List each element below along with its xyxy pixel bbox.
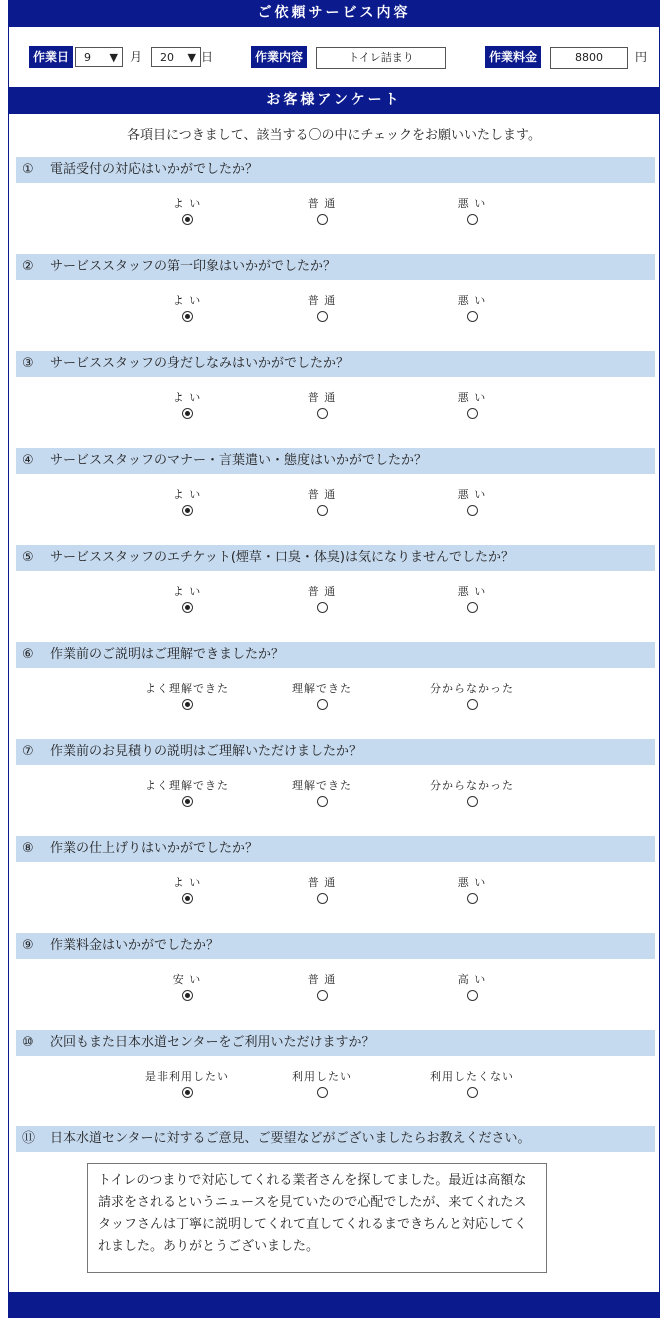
radio-checked-icon[interactable] (182, 214, 193, 225)
question-8 (16, 836, 655, 862)
answer-label: 分からなかった (430, 779, 514, 792)
radio-checked-icon[interactable] (182, 699, 193, 710)
month-unit: 月 (130, 50, 143, 64)
answer-option[interactable] (127, 391, 247, 419)
question-number: ③ (22, 356, 34, 371)
radio-unchecked-icon[interactable] (317, 505, 328, 516)
radio-unchecked-icon[interactable] (467, 214, 478, 225)
radio-checked-icon[interactable] (182, 602, 193, 613)
question-2 (16, 254, 655, 280)
answer-label: 安 い (172, 973, 202, 986)
answer-option[interactable] (412, 391, 532, 419)
question-11 (16, 1126, 655, 1152)
radio-checked-icon[interactable] (182, 893, 193, 904)
answer-option[interactable] (127, 682, 247, 710)
answer-option[interactable] (412, 973, 532, 1001)
answer-label: よ い (172, 488, 202, 501)
question-3 (16, 351, 655, 377)
question-1 (16, 157, 655, 183)
answer-option[interactable] (127, 585, 247, 613)
answer-option[interactable] (262, 197, 382, 225)
answer-option[interactable] (412, 779, 532, 807)
question-text: 日本水道センターに対するご意見、ご要望などがございましたらお教えください。 (50, 1131, 531, 1146)
chevron-down-icon: ▼ (187, 51, 196, 64)
question-number: ⑪ (22, 1131, 36, 1146)
work-content-field[interactable]: トイレ詰まり (316, 47, 446, 69)
radio-checked-icon[interactable] (182, 311, 193, 322)
question-number: ④ (22, 453, 34, 468)
radio-unchecked-icon[interactable] (317, 214, 328, 225)
survey-header: お客様アンケート (8, 87, 660, 114)
chevron-down-icon: ▼ (109, 51, 118, 64)
answer-option[interactable] (127, 1070, 247, 1098)
answer-label: 分からなかった (430, 682, 514, 695)
answer-option[interactable] (127, 779, 247, 807)
answer-option[interactable] (412, 1070, 532, 1098)
answer-option[interactable] (262, 585, 382, 613)
answer-label: 悪 い (457, 391, 487, 404)
radio-unchecked-icon[interactable] (317, 893, 328, 904)
answer-option[interactable] (262, 391, 382, 419)
question-text: サービススタッフのマナー・言葉遣い・態度はいかがでしたか？ (50, 453, 428, 468)
answer-label: よ い (172, 585, 202, 598)
answer-label: よ い (172, 391, 202, 404)
answer-label: よ い (172, 876, 202, 889)
answer-label: 悪 い (457, 488, 487, 501)
answer-label: 普 通 (307, 973, 337, 986)
answer-option[interactable] (127, 973, 247, 1001)
radio-unchecked-icon[interactable] (317, 990, 328, 1001)
work-label: 作業内容 (251, 46, 307, 68)
radio-unchecked-icon[interactable] (467, 408, 478, 419)
survey-intro: 各項目につきまして、該当する〇の中にチェックをお願いいたします。 (126, 128, 542, 143)
radio-unchecked-icon[interactable] (467, 602, 478, 613)
answer-option[interactable] (262, 779, 382, 807)
answer-option[interactable] (262, 682, 382, 710)
question-text: サービススタッフのエチケット(煙草・口臭・体臭)は気になりませんでしたか？ (50, 550, 514, 565)
radio-unchecked-icon[interactable] (317, 311, 328, 322)
answer-label: 利用したい (292, 1070, 352, 1083)
radio-unchecked-icon[interactable] (467, 1087, 478, 1098)
answer-option[interactable] (262, 488, 382, 516)
radio-unchecked-icon[interactable] (317, 408, 328, 419)
radio-checked-icon[interactable] (182, 408, 193, 419)
answer-option[interactable] (127, 488, 247, 516)
radio-checked-icon[interactable] (182, 1087, 193, 1098)
comment-textarea[interactable]: トイレのつまりで対応してくれる業者さんを探してました。最近は高額な請求をされるというニュースを見ていたので心配でしたが、来てくれたスタッフさんは丁寧に説明してくれて直してくれるまできちんと対応してくれました。ありがとうございました。 (87, 1163, 547, 1273)
question-text: 電話受付の対応はいかがでしたか？ (50, 162, 259, 177)
answer-label: 悪 い (457, 585, 487, 598)
fee-unit: 円 (635, 50, 648, 64)
fee-label: 作業料金 (485, 46, 541, 68)
answer-label: 高 い (457, 973, 487, 986)
question-text: 作業前のご説明はご理解できましたか？ (50, 647, 285, 662)
answer-label: よ い (172, 294, 202, 307)
question-text: 次回もまた日本水道センターをご利用いただけますか？ (50, 1035, 375, 1050)
answer-option[interactable] (262, 294, 382, 322)
answer-option[interactable] (412, 876, 532, 904)
answer-label: 悪 い (457, 876, 487, 889)
question-text: 作業の仕上げりはいかがでしたか？ (50, 841, 259, 856)
answer-label: 普 通 (307, 197, 337, 210)
radio-unchecked-icon[interactable] (317, 1087, 328, 1098)
question-number: ⑦ (22, 744, 34, 759)
answer-label: 悪 い (457, 294, 487, 307)
answer-option[interactable] (412, 585, 532, 613)
month-value: 9 (84, 51, 91, 64)
answer-label: 理解できた (292, 779, 352, 792)
answer-label: 是非利用したい (145, 1070, 229, 1083)
answer-label: 普 通 (307, 585, 337, 598)
answer-option[interactable] (127, 294, 247, 322)
question-number: ⑩ (22, 1035, 34, 1050)
question-7 (16, 739, 655, 765)
day-select[interactable] (151, 47, 201, 67)
question-text: 作業前のお見積りの説明はご理解いただけましたか？ (50, 744, 363, 759)
footer-bar (8, 1292, 660, 1318)
day-value: 20 (160, 51, 174, 64)
question-number: ⑨ (22, 938, 34, 953)
radio-unchecked-icon[interactable] (317, 602, 328, 613)
answer-label: よ い (172, 197, 202, 210)
answer-option[interactable] (412, 294, 532, 322)
answer-label: よく理解できた (145, 779, 229, 792)
radio-unchecked-icon[interactable] (467, 990, 478, 1001)
question-number: ② (22, 259, 34, 274)
fee-field[interactable]: 8800 (550, 47, 628, 69)
radio-checked-icon[interactable] (182, 990, 193, 1001)
answer-label: 普 通 (307, 391, 337, 404)
question-5 (16, 545, 655, 571)
question-number: ⑥ (22, 647, 34, 662)
radio-checked-icon[interactable] (182, 796, 193, 807)
radio-unchecked-icon[interactable] (467, 796, 478, 807)
question-number: ⑤ (22, 550, 34, 565)
question-4 (16, 448, 655, 474)
answer-label: 利用したくない (430, 1070, 514, 1083)
month-select[interactable] (75, 47, 123, 67)
question-6 (16, 642, 655, 668)
answer-option[interactable] (412, 682, 532, 710)
radio-unchecked-icon[interactable] (467, 311, 478, 322)
answer-option[interactable] (262, 1070, 382, 1098)
day-unit: 日 (201, 50, 214, 64)
service-header: ご依頼サービス内容 (8, 0, 660, 27)
answer-option[interactable] (127, 197, 247, 225)
answer-label: 普 通 (307, 294, 337, 307)
answer-option[interactable] (127, 876, 247, 904)
question-text: 作業料金はいかがでしたか？ (50, 938, 220, 953)
radio-unchecked-icon[interactable] (317, 699, 328, 710)
radio-checked-icon[interactable] (182, 505, 193, 516)
answer-label: 悪 い (457, 197, 487, 210)
radio-unchecked-icon[interactable] (317, 796, 328, 807)
question-9 (16, 933, 655, 959)
question-number: ⑧ (22, 841, 34, 856)
answer-label: 理解できた (292, 682, 352, 695)
question-text: サービススタッフの身だしなみはいかがでしたか？ (50, 356, 350, 371)
radio-unchecked-icon[interactable] (467, 699, 478, 710)
date-label: 作業日 (29, 46, 73, 68)
radio-unchecked-icon[interactable] (467, 893, 478, 904)
radio-unchecked-icon[interactable] (467, 505, 478, 516)
answer-label: 普 通 (307, 876, 337, 889)
question-text: サービススタッフの第一印象はいかがでしたか？ (50, 259, 337, 274)
question-10 (16, 1030, 655, 1056)
answer-label: よく理解できた (145, 682, 229, 695)
answer-option[interactable] (262, 973, 382, 1001)
answer-option[interactable] (412, 488, 532, 516)
answer-label: 普 通 (307, 488, 337, 501)
answer-option[interactable] (412, 197, 532, 225)
question-number: ① (22, 162, 34, 177)
answer-option[interactable] (262, 876, 382, 904)
